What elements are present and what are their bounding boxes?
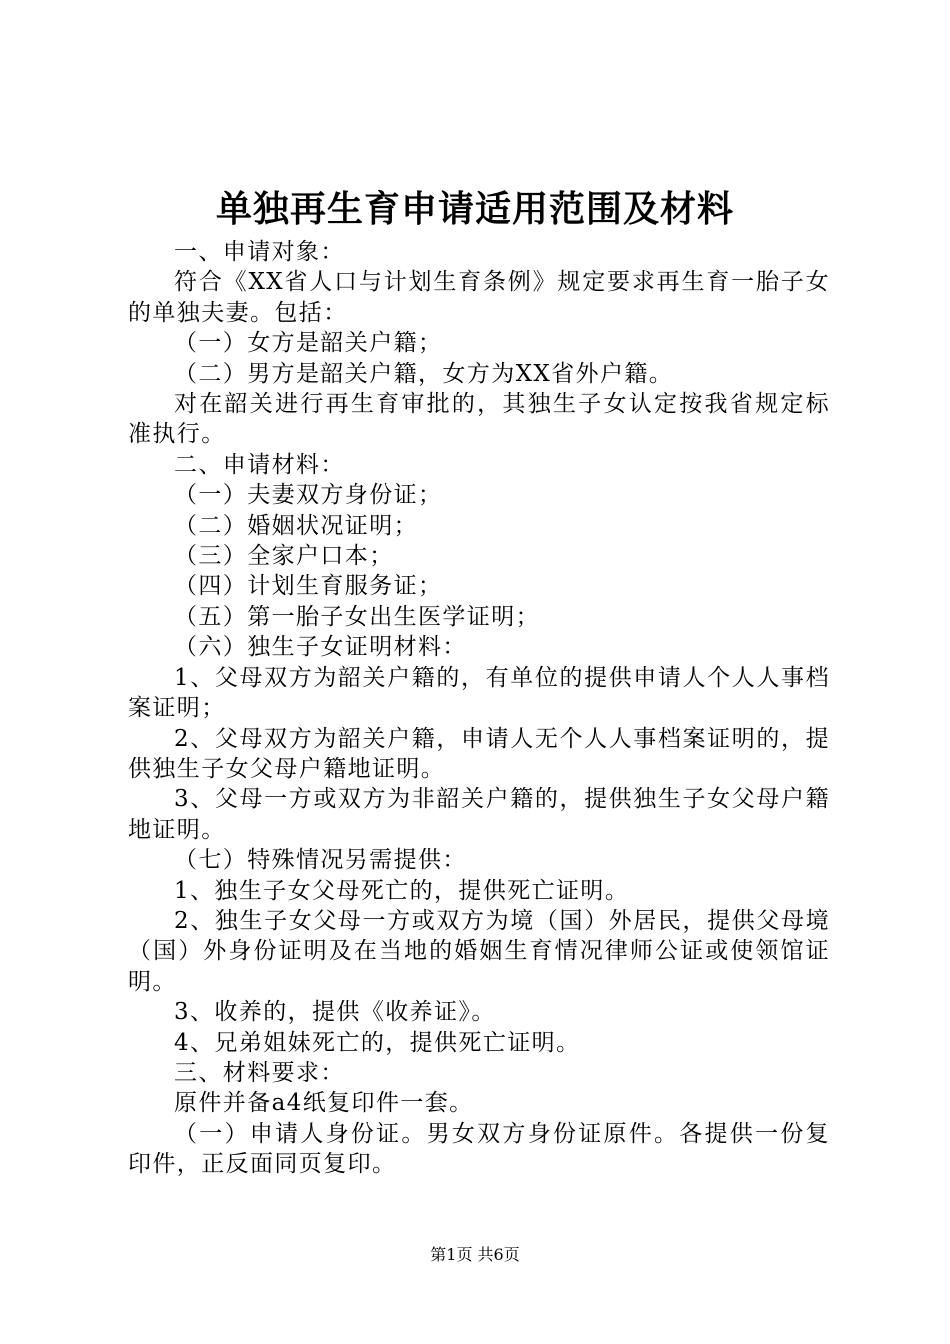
paragraph: （四）计划生育服务证； [174,573,443,600]
paragraph: （一）申请人身份证。男女双方身份证原件。各提供一份复印件，正反面同页复印。 [128,1120,830,1178]
paragraph: 1、父母双方为韶关户籍的，有单位的提供申请人个人人事档案证明； [128,664,830,722]
page-number-footer: 第1页 共6页 [430,1245,520,1264]
paragraph: （一）女方是韶关户籍； [174,330,443,357]
paragraph: （一）夫妻双方身份证； [174,482,443,509]
paragraph: 二、申请材料： [174,451,345,478]
paragraph: 符合《XX省人口与计划生育条例》规定要求再生育一胎子女的单独夫妻。包括： [128,269,830,326]
paragraph: （三）全家户口本； [174,543,394,570]
paragraph: （五）第一胎子女出生医学证明； [174,603,540,630]
document-body [128,237,830,1180]
paragraph: 3、父母一方或双方为非韶关户籍的，提供独生子女父母户籍地证明。 [128,786,830,843]
paragraph: （七）特殊情况另需提供： [174,847,467,874]
paragraph: 对在韶关进行再生育审批的，其独生子女认定按我省规定标准执行。 [128,391,830,448]
paragraph: 2、独生子女父母一方或双方为境（国）外居民，提供父母境（国）外身份证明及在当地的婚姻生育情况律师公证或使领馆证明。 [128,907,830,995]
paragraph: 1、独生子女父母死亡的，提供死亡证明。 [174,877,630,904]
paragraph: 三、材料要求： [174,1059,345,1086]
paragraph: 原件并备a4纸复印件一套。 [174,1090,474,1117]
paragraph: 一、申请对象： [174,239,345,265]
document-title: 单独再生育申请适用范围及材料 [215,188,734,230]
paragraph: 2、父母双方为韶关户籍，申请人无个人人事档案证明的，提供独生子女父母户籍地证明。 [128,725,830,782]
paragraph: 3、收养的，提供《收养证》。 [174,999,496,1026]
paragraph: （二）婚姻状况证明； [174,512,418,539]
paragraph: （六）独生子女证明材料： [174,634,467,661]
paragraph: 4、兄弟姐妹死亡的，提供死亡证明。 [174,1029,581,1056]
paragraph: （二）男方是韶关户籍，女方为XX省外户籍。 [174,360,674,387]
